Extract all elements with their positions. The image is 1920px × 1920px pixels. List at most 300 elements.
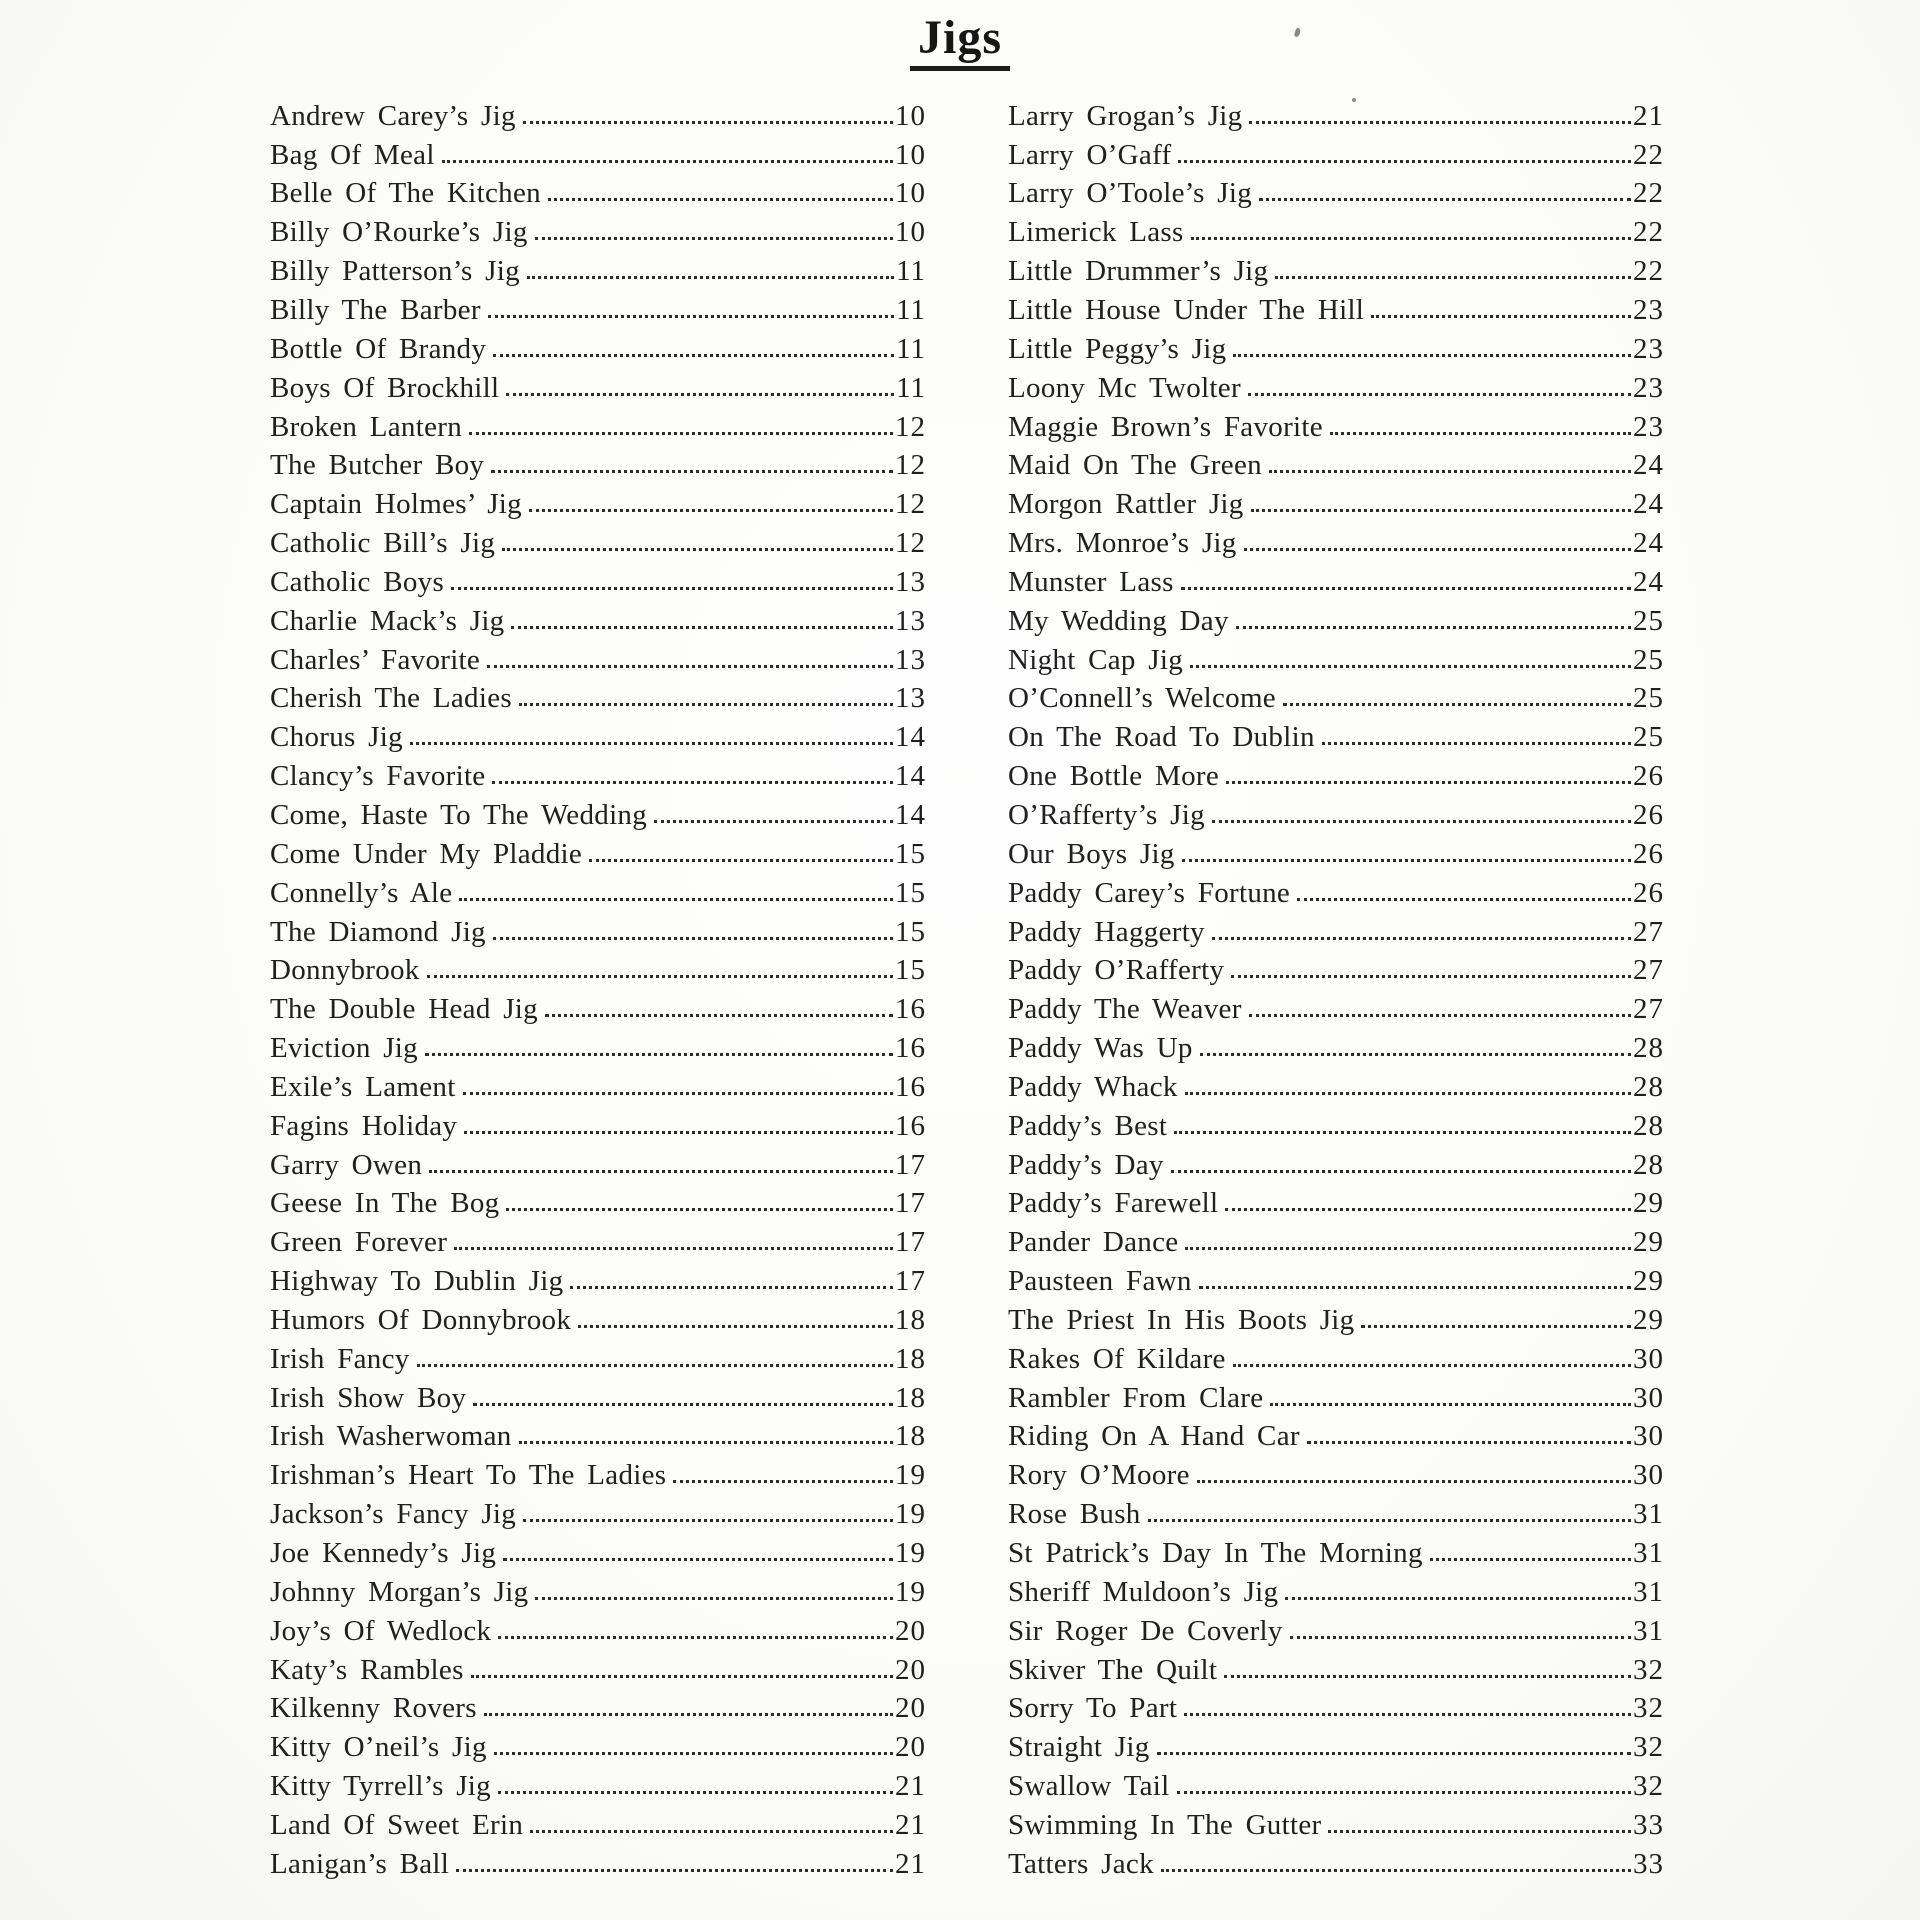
dot-leader (491, 470, 893, 473)
page-number: 22 (1633, 177, 1664, 210)
tune-title: On The Road To Dublin (1008, 721, 1315, 754)
dot-leader (1283, 703, 1631, 706)
page-number: 31 (1633, 1614, 1664, 1647)
page-number: 23 (1633, 332, 1664, 365)
page-number: 32 (1633, 1770, 1664, 1803)
dot-leader (429, 1170, 893, 1173)
tune-title: Swimming In The Gutter (1008, 1808, 1322, 1841)
dot-leader (1275, 276, 1631, 279)
page-number: 16 (895, 1070, 926, 1103)
tune-title: Jackson’s Fancy Jig (270, 1498, 517, 1531)
tune-title: Limerick Lass (1008, 216, 1184, 249)
page-number: 26 (1633, 760, 1664, 793)
dot-leader (1191, 237, 1631, 240)
dot-leader (1199, 1286, 1631, 1289)
toc-entry (1008, 1689, 1664, 1728)
tune-title: Tatters Jack (1008, 1847, 1154, 1880)
toc-entry (270, 1379, 926, 1418)
page-number: 24 (1633, 527, 1664, 560)
tune-title: Bag Of Meal (270, 138, 435, 171)
toc-entry (1008, 446, 1664, 485)
dot-leader (498, 1636, 893, 1639)
page-number: 12 (895, 527, 926, 560)
toc-entry (270, 174, 926, 213)
toc-entry (270, 369, 926, 408)
page-number: 17 (895, 1226, 926, 1259)
toc-entry (270, 990, 926, 1029)
dot-leader (654, 820, 893, 823)
tune-title: Donnybrook (270, 954, 420, 987)
tune-title: The Diamond Jig (270, 915, 486, 948)
page-number: 26 (1633, 837, 1664, 870)
dot-leader (1212, 937, 1631, 940)
page-number: 28 (1633, 1109, 1664, 1142)
tune-title: Paddy’s Day (1008, 1148, 1164, 1181)
page-number: 28 (1633, 1148, 1664, 1181)
page-number: 33 (1633, 1808, 1664, 1841)
toc-columns (0, 97, 1920, 1884)
tune-title: Little Peggy’s Jig (1008, 332, 1227, 365)
dot-leader (469, 432, 893, 435)
toc-entry (270, 1845, 926, 1884)
page-number: 19 (895, 1575, 926, 1608)
dot-leader (471, 1675, 893, 1678)
toc-entry (1008, 1029, 1664, 1068)
toc-entry (270, 524, 926, 563)
dot-leader (442, 160, 893, 163)
toc-entry (270, 835, 926, 874)
page-number: 27 (1633, 954, 1664, 987)
page-number: 16 (895, 993, 926, 1026)
dot-leader (1330, 432, 1631, 435)
page-number: 29 (1633, 1187, 1664, 1220)
dot-leader (1181, 587, 1631, 590)
page-number: 24 (1633, 488, 1664, 521)
dot-leader (1244, 548, 1631, 551)
page-number: 15 (895, 915, 926, 948)
page-number: 28 (1633, 1032, 1664, 1065)
page-number: 25 (1633, 721, 1664, 754)
dot-leader (1226, 781, 1631, 784)
dot-leader (1157, 1752, 1631, 1755)
dot-leader (484, 1713, 893, 1716)
tune-title: Broken Lantern (270, 410, 462, 443)
page-number: 14 (895, 798, 926, 831)
tune-title: Lanigan’s Ball (270, 1847, 450, 1880)
dot-leader (488, 315, 894, 318)
page-number: 23 (1633, 410, 1664, 443)
dot-leader (1233, 1364, 1631, 1367)
tune-title: Paddy Haggerty (1008, 915, 1205, 948)
tune-title: Straight Jig (1008, 1731, 1150, 1764)
page-number: 19 (895, 1459, 926, 1492)
toc-entry (270, 446, 926, 485)
tune-title: Exile’s Lament (270, 1070, 456, 1103)
tune-title: Come, Haste To The Wedding (270, 798, 648, 831)
tune-title: Night Cap Jig (1008, 643, 1184, 676)
toc-entry (270, 718, 926, 757)
dot-leader (487, 665, 893, 668)
tune-title: Chorus Jig (270, 721, 403, 754)
tune-title: Little House Under The Hill (1008, 294, 1365, 327)
tune-title: Billy The Barber (270, 294, 481, 327)
toc-entry (270, 1029, 926, 1068)
tune-title: Green Forever (270, 1226, 448, 1259)
page-number: 21 (1633, 99, 1664, 132)
dot-leader (1231, 975, 1631, 978)
tune-title: Come Under My Pladdie (270, 837, 583, 870)
tune-title: Irishman’s Heart To The Ladies (270, 1459, 667, 1492)
dot-leader (1185, 1247, 1631, 1250)
toc-entry (1008, 641, 1664, 680)
toc-entry (1008, 990, 1664, 1029)
tune-title: Charlie Mack’s Jig (270, 604, 505, 637)
tune-title: Sorry To Part (1008, 1692, 1178, 1725)
toc-entry (270, 330, 926, 369)
dot-leader (1285, 1597, 1631, 1600)
toc-column-left (270, 97, 926, 1884)
toc-entry (1008, 602, 1664, 641)
page-number: 15 (895, 954, 926, 987)
dot-leader (492, 781, 893, 784)
toc-entry (1008, 1340, 1664, 1379)
dot-leader (1248, 393, 1631, 396)
toc-entry (1008, 136, 1664, 175)
page-number: 31 (1633, 1575, 1664, 1608)
page-number: 19 (895, 1537, 926, 1570)
tune-title: O’Connell’s Welcome (1008, 682, 1276, 715)
tune-title: One Bottle More (1008, 760, 1220, 793)
toc-entry (270, 757, 926, 796)
toc-entry (270, 97, 926, 136)
tune-title: The Priest In His Boots Jig (1008, 1303, 1355, 1336)
toc-entry (1008, 1845, 1664, 1884)
toc-entry (270, 1262, 926, 1301)
section-header (0, 12, 1920, 71)
toc-entry (270, 1146, 926, 1185)
toc-entry (270, 1107, 926, 1146)
dot-leader (425, 1053, 893, 1056)
toc-entry (270, 874, 926, 913)
tune-title: Clancy’s Favorite (270, 760, 486, 793)
dot-leader (506, 393, 894, 396)
toc-entry (1008, 1262, 1664, 1301)
toc-entry (270, 1573, 926, 1612)
dot-leader (451, 587, 893, 590)
tune-title: Rose Bush (1008, 1498, 1141, 1531)
toc-entry (270, 485, 926, 524)
dot-leader (463, 1092, 893, 1095)
page-number: 21 (895, 1808, 926, 1841)
tune-title: Rambler From Clare (1008, 1381, 1264, 1414)
toc-entry (1008, 1573, 1664, 1612)
tune-title: Sheriff Muldoon’s Jig (1008, 1575, 1279, 1608)
dot-leader (1185, 1092, 1631, 1095)
toc-entry (1008, 369, 1664, 408)
page-number: 21 (895, 1847, 926, 1880)
toc-entry (1008, 835, 1664, 874)
dot-leader (464, 1131, 893, 1134)
toc-entry (1008, 796, 1664, 835)
dot-leader (1249, 1014, 1631, 1017)
toc-entry (1008, 874, 1664, 913)
tune-title: Paddy’s Best (1008, 1109, 1168, 1142)
toc-entry (270, 563, 926, 602)
toc-entry (1008, 718, 1664, 757)
dot-leader (1197, 1480, 1631, 1483)
page-number: 30 (1633, 1420, 1664, 1453)
tune-title: Skiver The Quilt (1008, 1653, 1218, 1686)
dot-leader (454, 1247, 893, 1250)
page-number: 13 (895, 565, 926, 598)
toc-column-right (1008, 97, 1664, 1884)
page-number: 33 (1633, 1847, 1664, 1880)
tune-title: Pausteen Fawn (1008, 1265, 1192, 1298)
toc-entry (1008, 679, 1664, 718)
tune-title: Maggie Brown’s Favorite (1008, 410, 1323, 443)
toc-entry (1008, 1184, 1664, 1223)
tune-title: Morgon Rattler Jig (1008, 488, 1244, 521)
tune-title: Kitty O’neil’s Jig (270, 1731, 487, 1764)
toc-entry (270, 1728, 926, 1767)
toc-entry (270, 1340, 926, 1379)
page-number: 27 (1633, 915, 1664, 948)
toc-entry (270, 1612, 926, 1651)
page-number: 22 (1633, 216, 1664, 249)
dot-leader (503, 1558, 893, 1561)
page-number: 31 (1633, 1498, 1664, 1531)
dot-leader (535, 1597, 893, 1600)
scan-speck (1352, 98, 1356, 102)
tune-title: Maid On The Green (1008, 449, 1262, 482)
toc-entry (1008, 1767, 1664, 1806)
dot-leader (1171, 1170, 1631, 1173)
toc-entry (270, 1417, 926, 1456)
tune-title: Kitty Tyrrell’s Jig (270, 1770, 491, 1803)
dot-leader (427, 975, 893, 978)
tune-title: Catholic Bill’s Jig (270, 527, 496, 560)
tune-title: The Butcher Boy (270, 449, 485, 482)
page-number: 20 (895, 1614, 926, 1647)
dot-leader (523, 1519, 893, 1522)
toc-entry (1008, 1728, 1664, 1767)
page-number: 32 (1633, 1731, 1664, 1764)
tune-title: Andrew Carey’s Jig (270, 99, 516, 132)
dot-leader (523, 121, 893, 124)
dot-leader (1190, 665, 1631, 668)
page-number: 17 (895, 1187, 926, 1220)
dot-leader (1361, 1325, 1631, 1328)
tune-title: Fagins Holiday (270, 1109, 458, 1142)
page-number: 14 (895, 721, 926, 754)
tune-title: Sir Roger De Coverly (1008, 1614, 1283, 1647)
tune-title: The Double Head Jig (270, 993, 538, 1026)
tune-title: Billy O’Rourke’s Jig (270, 216, 528, 249)
dot-leader (1297, 898, 1631, 901)
tune-title: Joy’s Of Wedlock (270, 1614, 492, 1647)
tune-title: Mrs. Monroe’s Jig (1008, 527, 1237, 560)
tune-title: Geese In The Bog (270, 1187, 500, 1220)
page-number: 28 (1633, 1070, 1664, 1103)
tune-title: Connelly’s Ale (270, 876, 453, 909)
toc-entry (1008, 1612, 1664, 1651)
tune-title: Captain Holmes’ Jig (270, 488, 522, 521)
page-number: 29 (1633, 1226, 1664, 1259)
dot-leader (494, 1752, 893, 1755)
dot-leader (498, 1791, 893, 1794)
dot-leader (1212, 820, 1631, 823)
toc-entry (1008, 330, 1664, 369)
page-number: 10 (895, 177, 926, 210)
toc-entry (1008, 1301, 1664, 1340)
toc-entry (270, 408, 926, 447)
tune-title: Larry Grogan’s Jig (1008, 99, 1243, 132)
tune-title: Joe Kennedy’s Jig (270, 1537, 497, 1570)
tune-title: Rory O’Moore (1008, 1459, 1190, 1492)
tune-title: Swallow Tail (1008, 1770, 1170, 1803)
dot-leader (1178, 160, 1631, 163)
tune-title: Kilkenny Rovers (270, 1692, 477, 1725)
toc-entry (270, 1301, 926, 1340)
tune-title: Katy’s Rambles (270, 1653, 464, 1686)
tune-title: Highway To Dublin Jig (270, 1265, 564, 1298)
dot-leader (1236, 626, 1631, 629)
dot-leader (1269, 470, 1631, 473)
dot-leader (1430, 1558, 1631, 1561)
tune-title: Paddy’s Farewell (1008, 1187, 1219, 1220)
toc-entry (1008, 1495, 1664, 1534)
toc-entry (1008, 951, 1664, 990)
tune-title: Larry O’Toole’s Jig (1008, 177, 1253, 210)
page-number: 10 (895, 138, 926, 171)
toc-entry (270, 641, 926, 680)
toc-entry (1008, 1146, 1664, 1185)
tune-title: Irish Fancy (270, 1342, 410, 1375)
toc-entry (1008, 1534, 1664, 1573)
page-number: 19 (895, 1498, 926, 1531)
page-number: 14 (895, 760, 926, 793)
dot-leader (511, 626, 893, 629)
dot-leader (1233, 354, 1631, 357)
tune-title: Riding On A Hand Car (1008, 1420, 1300, 1453)
toc-entry (270, 1806, 926, 1845)
dot-leader (1224, 1675, 1631, 1678)
dot-leader (529, 509, 893, 512)
dot-leader (1161, 1869, 1631, 1872)
page-number: 18 (895, 1303, 926, 1336)
toc-entry (270, 1184, 926, 1223)
page-number: 11 (896, 371, 926, 404)
tune-title: Loony Mc Twolter (1008, 371, 1241, 404)
tune-title: Paddy Was Up (1008, 1032, 1193, 1065)
page-number: 18 (895, 1342, 926, 1375)
toc-entry (1008, 913, 1664, 952)
dot-leader (527, 276, 894, 279)
page-number: 18 (895, 1381, 926, 1414)
toc-entry (1008, 757, 1664, 796)
toc-entry (1008, 291, 1664, 330)
page-number: 30 (1633, 1459, 1664, 1492)
tune-title: Paddy O’Rafferty (1008, 954, 1225, 987)
page-number: 18 (895, 1420, 926, 1453)
dot-leader (506, 1208, 893, 1211)
dot-leader (535, 237, 893, 240)
page-number: 29 (1633, 1303, 1664, 1336)
tune-title: Billy Patterson’s Jig (270, 255, 520, 288)
dot-leader (570, 1286, 893, 1289)
toc-entry (1008, 97, 1664, 136)
toc-entry (270, 951, 926, 990)
dot-leader (417, 1364, 893, 1367)
toc-entry (1008, 1107, 1664, 1146)
tune-title: Cherish The Ladies (270, 682, 512, 715)
page-number: 11 (896, 332, 926, 365)
toc-entry (270, 1223, 926, 1262)
tune-title: Paddy The Weaver (1008, 993, 1242, 1026)
page-number: 11 (896, 255, 926, 288)
page-number: 10 (895, 99, 926, 132)
page-number: 20 (895, 1731, 926, 1764)
tune-title: Eviction Jig (270, 1032, 418, 1065)
dot-leader (545, 1014, 893, 1017)
toc-entry (1008, 1456, 1664, 1495)
section-title: Jigs (910, 12, 1010, 71)
tune-title: Boys Of Brockhill (270, 371, 500, 404)
toc-entry (1008, 1651, 1664, 1690)
dot-leader (1182, 859, 1631, 862)
toc-entry (1008, 1806, 1664, 1845)
toc-entry (1008, 1379, 1664, 1418)
page-number: 31 (1633, 1537, 1664, 1570)
page-number: 27 (1633, 993, 1664, 1026)
dot-leader (1148, 1519, 1631, 1522)
toc-entry (1008, 1068, 1664, 1107)
page-number: 13 (895, 604, 926, 637)
dot-leader (589, 859, 893, 862)
page-number: 10 (895, 216, 926, 249)
dot-leader (473, 1403, 893, 1406)
toc-entry (270, 1534, 926, 1573)
toc-entry (270, 213, 926, 252)
dot-leader (502, 548, 893, 551)
tune-title: Land Of Sweet Erin (270, 1808, 524, 1841)
page-number: 30 (1633, 1381, 1664, 1414)
page-number: 22 (1633, 138, 1664, 171)
toc-entry (1008, 408, 1664, 447)
page-number: 15 (895, 876, 926, 909)
tune-title: Catholic Boys (270, 565, 445, 598)
page-number: 26 (1633, 876, 1664, 909)
page-number: 13 (895, 682, 926, 715)
page-number: 30 (1633, 1342, 1664, 1375)
tune-title: Our Boys Jig (1008, 837, 1175, 870)
toc-entry (270, 602, 926, 641)
page-number: 24 (1633, 449, 1664, 482)
dot-leader (493, 354, 894, 357)
page-number: 25 (1633, 682, 1664, 715)
page-number: 24 (1633, 565, 1664, 598)
tune-title: Irish Show Boy (270, 1381, 467, 1414)
page-number: 11 (896, 294, 926, 327)
tune-title: St Patrick’s Day In The Morning (1008, 1537, 1423, 1570)
dot-leader (1371, 315, 1631, 318)
page-number: 17 (895, 1265, 926, 1298)
dot-leader (1200, 1053, 1631, 1056)
page-number: 32 (1633, 1692, 1664, 1725)
toc-entry (270, 1651, 926, 1690)
page-number: 26 (1633, 798, 1664, 831)
tune-title: Munster Lass (1008, 565, 1174, 598)
